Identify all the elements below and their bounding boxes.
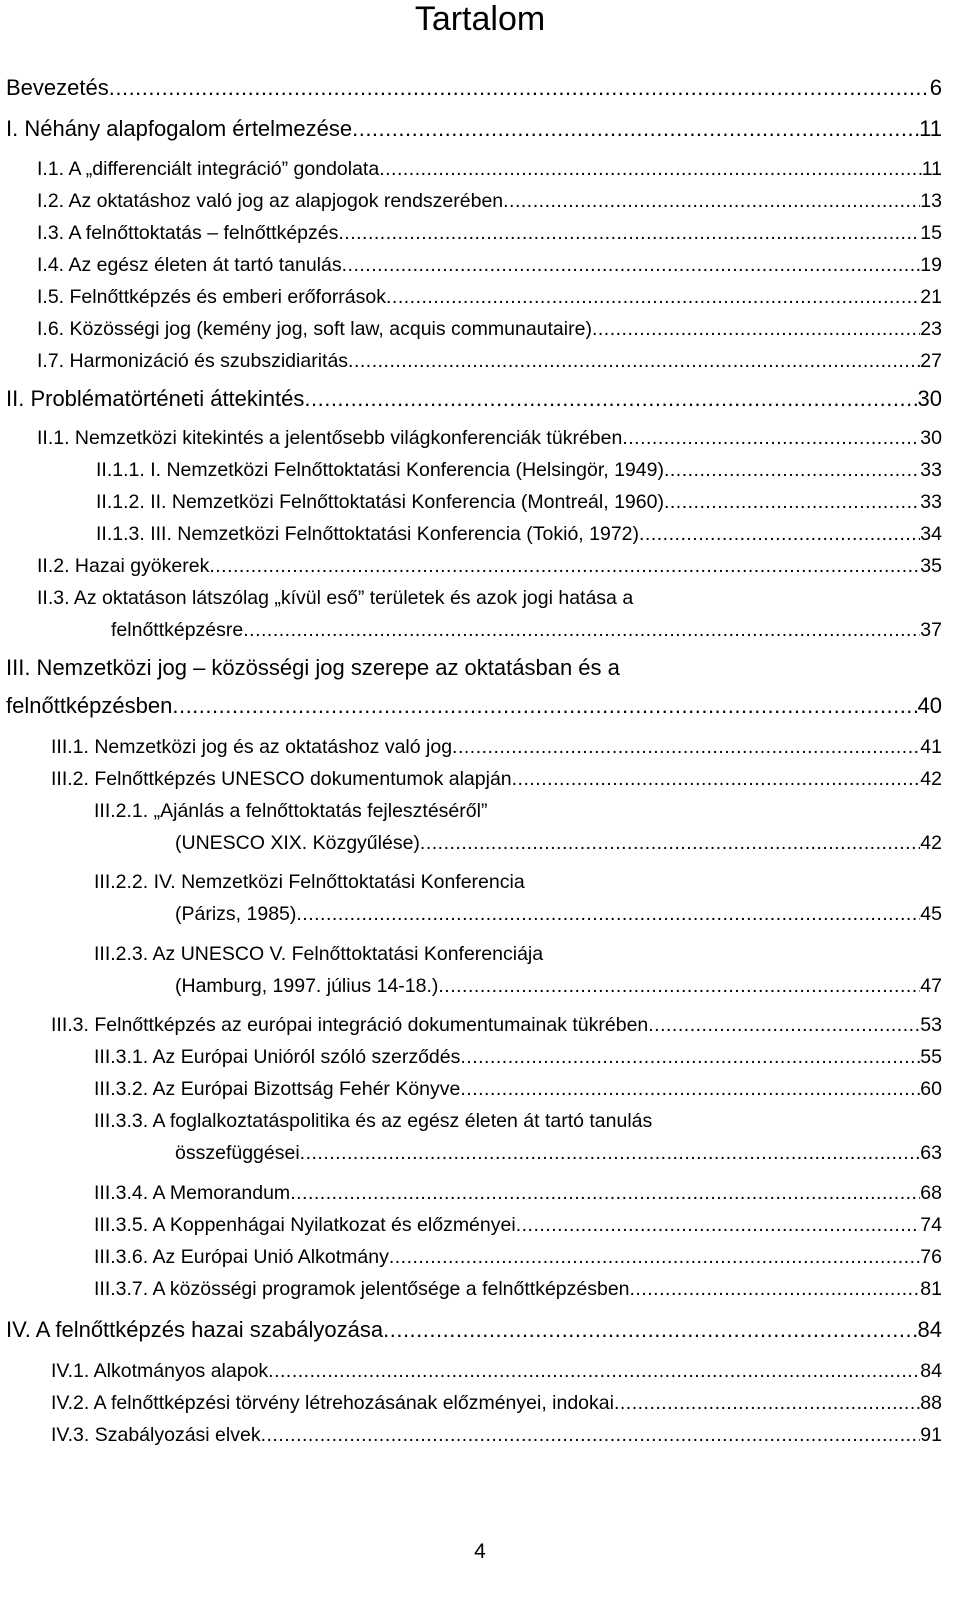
toc-entry-page: 74 <box>920 1214 942 1236</box>
toc-entry-label: II.1. Nemzetközi kitekintés a jelentősebb világkonferenciák tükrében <box>37 427 623 449</box>
dot-leader <box>300 1137 921 1169</box>
dot-leader <box>639 518 920 550</box>
toc-entry[interactable] <box>175 827 942 859</box>
toc-entry-page: 55 <box>920 1046 942 1068</box>
toc-entry-page: 81 <box>920 1278 942 1300</box>
toc-entry-label: II.2. Hazai gyökerek <box>37 555 210 577</box>
dot-leader <box>386 281 920 313</box>
dot-leader <box>268 1355 920 1387</box>
toc-entry-page: 6 <box>929 75 942 100</box>
toc-entry-label: III.3.7. A közösségi programok jelentősége a felnőttképzésben <box>94 1278 630 1300</box>
dot-leader <box>379 153 922 185</box>
dot-leader <box>172 690 917 722</box>
dot-leader <box>664 486 920 518</box>
dot-leader <box>243 614 920 646</box>
toc-entry-page: 68 <box>920 1182 942 1204</box>
toc-entry-label: II.1.2. II. Nemzetközi Felnőttoktatási Konferencia (Montreál, 1960) <box>96 491 664 513</box>
toc-entry[interactable] <box>94 1177 942 1209</box>
dot-leader <box>383 1314 917 1346</box>
dot-leader <box>338 217 920 249</box>
toc-entry-page: 84 <box>917 1317 942 1342</box>
toc-entry-label: IV.2. A felnőttképzési törvény létrehozásának előzményei, indokai <box>51 1392 614 1414</box>
dot-leader <box>389 1241 920 1273</box>
toc-entry-page: 76 <box>920 1246 942 1268</box>
toc-entry[interactable] <box>94 1073 942 1105</box>
dot-leader <box>512 763 921 795</box>
toc-entry-label: II. Problématörténeti áttekintés <box>6 386 305 411</box>
toc-entry[interactable] <box>94 1273 942 1305</box>
toc-entry-page: 15 <box>920 222 942 244</box>
toc-entry-page: 42 <box>920 768 942 790</box>
dot-leader <box>348 345 920 377</box>
toc-entry[interactable] <box>51 1355 942 1387</box>
toc-entry-label: (Párizs, 1985) <box>175 903 297 925</box>
toc-entry-page: 33 <box>920 491 942 513</box>
toc-entry-page: 11 <box>919 116 942 141</box>
toc-entry[interactable] <box>37 281 942 313</box>
toc-entry-page: 27 <box>920 350 942 372</box>
toc-entry[interactable] <box>94 1241 942 1273</box>
toc-entry-page: 23 <box>920 318 942 340</box>
toc-entry-label: III.3.5. A Koppenhágai Nyilatkozat és előzményei <box>94 1214 516 1236</box>
toc-entry[interactable] <box>94 1041 942 1073</box>
toc-entry-page: 47 <box>920 975 942 997</box>
toc-entry-page: 41 <box>920 736 942 758</box>
toc-entry-label: I.6. Közösségi jog (kemény jog, soft law, acquis communautaire) <box>37 318 592 340</box>
toc-entry[interactable] <box>175 1137 942 1169</box>
toc-entry-label: III.3.6. Az Európai Unió Alkotmány <box>94 1246 389 1268</box>
dot-leader <box>342 249 921 281</box>
toc-entry[interactable] <box>175 970 942 1002</box>
toc-entry[interactable] <box>51 1009 942 1041</box>
toc-entry[interactable] <box>37 313 942 345</box>
toc-entry[interactable] <box>6 1314 942 1346</box>
toc-entry-label: (UNESCO XIX. Közgyűlése) <box>175 832 420 854</box>
toc-entry-line: III.2.2. IV. Nemzetközi Felnőttoktatási Konferencia <box>94 871 525 893</box>
toc-entry-page: 84 <box>920 1360 942 1382</box>
toc-entry-page: 11 <box>921 158 942 180</box>
toc-entry-page: 37 <box>920 619 942 641</box>
toc-entry-line: III. Nemzetközi jog – közösségi jog szerepe az oktatásban és a <box>6 655 620 680</box>
toc-entry-label: IV.3. Szabályozási elvek <box>51 1424 261 1446</box>
toc-entry-label: összefüggései <box>175 1142 300 1164</box>
page-number: 4 <box>474 1540 486 1563</box>
toc-entry[interactable] <box>51 731 942 763</box>
dot-leader <box>614 1387 920 1419</box>
toc-entry-page: 30 <box>917 386 942 411</box>
toc-entry-label: Bevezetés <box>6 75 109 100</box>
toc-entry-label: I.1. A „differenciált integráció” gondolata <box>37 158 380 180</box>
toc-entry[interactable] <box>96 486 942 518</box>
toc-entry-label: II.1.3. III. Nemzetközi Felnőttoktatási Konferencia (Tokió, 1972) <box>96 523 640 545</box>
toc-entry-page: 53 <box>920 1014 942 1036</box>
toc-entry-page: 88 <box>920 1392 942 1414</box>
toc-entry[interactable] <box>6 383 942 415</box>
toc-entry-label: I.2. Az oktatáshoz való jog az alapjogok rendszerében <box>37 190 504 212</box>
dot-leader <box>516 1209 921 1241</box>
dot-leader <box>460 1073 920 1105</box>
toc-entry[interactable] <box>37 249 942 281</box>
toc-entry[interactable] <box>6 690 942 722</box>
toc-entry-label: I.4. Az egész életen át tartó tanulás <box>37 254 342 276</box>
toc-entry-page: 40 <box>917 693 942 718</box>
dot-leader <box>352 113 919 145</box>
toc-entry[interactable] <box>51 1419 942 1451</box>
toc-entry-page: 42 <box>920 832 942 854</box>
toc-entry-label: IV.1. Alkotmányos alapok <box>51 1360 269 1382</box>
toc-entry-line: III.2.1. „Ajánlás a felnőttoktatás fejlesztéséről” <box>94 800 488 822</box>
toc-entry[interactable] <box>51 763 942 795</box>
dot-leader <box>304 383 917 415</box>
dot-leader <box>209 550 920 582</box>
toc-entry[interactable] <box>37 185 942 217</box>
dot-leader <box>452 731 920 763</box>
toc-entry-page: 35 <box>920 555 942 577</box>
toc-entry[interactable] <box>94 1209 942 1241</box>
toc-entry-label: III.3. Felnőttképzés az európai integráció dokumentumainak tükrében <box>51 1014 649 1036</box>
dot-leader <box>503 185 920 217</box>
toc-entry-line: III.2.3. Az UNESCO V. Felnőttoktatási Konferenciája <box>94 943 544 965</box>
page-title: Tartalom <box>414 0 546 38</box>
toc-entry-label: III.3.4. A Memorandum <box>94 1182 291 1204</box>
dot-leader <box>648 1009 920 1041</box>
toc-entry-page: 13 <box>920 190 942 212</box>
toc-entry[interactable] <box>96 518 942 550</box>
dot-leader <box>296 898 920 930</box>
toc-entry-page: 60 <box>920 1078 942 1100</box>
toc-entry[interactable] <box>37 217 942 249</box>
toc-entry-line: III.3.3. A foglalkoztatáspolitika és az egész életen át tartó tanulás <box>94 1110 653 1132</box>
toc-entry[interactable] <box>37 422 942 454</box>
toc-entry[interactable] <box>51 1387 942 1419</box>
dot-leader <box>622 422 920 454</box>
dot-leader <box>109 72 930 104</box>
dot-leader <box>664 454 920 486</box>
toc-entry-page: 34 <box>920 523 942 545</box>
toc-entry-label: IV. A felnőttképzés hazai szabályozása <box>6 1317 384 1342</box>
toc-entry[interactable] <box>37 345 942 377</box>
dot-leader <box>438 970 920 1002</box>
toc-entry-label: II.1.1. I. Nemzetközi Felnőttoktatási Konferencia (Helsingör, 1949) <box>96 459 664 481</box>
toc-entry[interactable] <box>37 550 942 582</box>
toc-entry-page: 33 <box>920 459 942 481</box>
toc-entry-label: III.1. Nemzetközi jog és az oktatáshoz való jog <box>51 736 453 758</box>
dot-leader <box>460 1041 920 1073</box>
toc-entry-label: I.3. A felnőttoktatás – felnőttképzés <box>37 222 339 244</box>
toc-entry-page: 30 <box>920 427 942 449</box>
dot-leader <box>290 1177 920 1209</box>
toc-entry-label: I.7. Harmonizáció és szubszidiaritás <box>37 350 349 372</box>
toc-entry-label: felnőttképzésre <box>111 619 244 641</box>
toc-entry[interactable] <box>6 72 942 104</box>
toc-entry[interactable] <box>37 153 942 185</box>
toc-entry-label: I.5. Felnőttképzés és emberi erőforrások <box>37 286 386 308</box>
toc-entry-label: III.2. Felnőttképzés UNESCO dokumentumok alapján <box>51 768 512 790</box>
toc-entry-page: 91 <box>920 1424 942 1446</box>
toc-entry-label: felnőttképzésben <box>6 693 173 718</box>
toc-entry-label: III.3.2. Az Európai Bizottság Fehér Könyve <box>94 1078 461 1100</box>
toc-entry-label: III.3.1. Az Európai Unióról szóló szerződés <box>94 1046 461 1068</box>
toc-entry-page: 45 <box>920 903 942 925</box>
dot-leader <box>261 1419 921 1451</box>
toc-entry-page: 21 <box>920 286 942 308</box>
toc-entry-label: (Hamburg, 1997. július 14-18.) <box>175 975 439 997</box>
toc-entry-label: I. Néhány alapfogalom értelmezése <box>6 116 353 141</box>
dot-leader <box>592 313 920 345</box>
toc-entry[interactable] <box>96 454 942 486</box>
toc-entry[interactable] <box>6 113 942 145</box>
toc-entry-page: 19 <box>920 254 942 276</box>
dot-leader <box>630 1273 921 1305</box>
toc-entry[interactable] <box>175 898 942 930</box>
toc-entry-line: II.3. Az oktatáson látszólag „kívül eső” területek és azok jogi hatása a <box>37 587 634 609</box>
toc-entry[interactable] <box>111 614 942 646</box>
dot-leader <box>420 827 920 859</box>
toc-entry-page: 63 <box>920 1142 942 1164</box>
